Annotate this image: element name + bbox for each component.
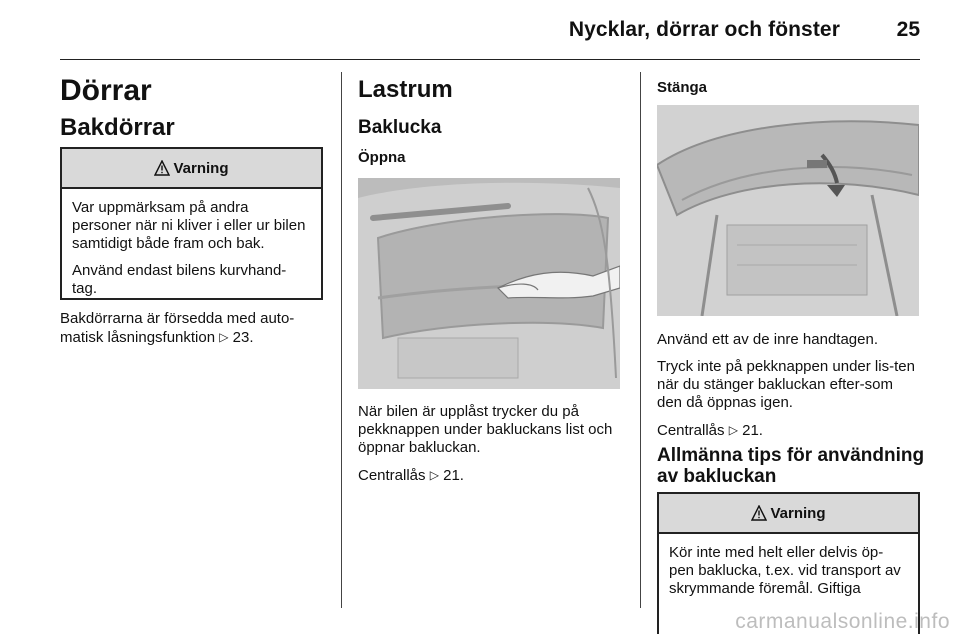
illustration-closing-tailgate — [657, 105, 919, 316]
ref-label: Centrallås — [657, 422, 725, 439]
page-number: 25 — [896, 18, 920, 41]
column-divider-right — [640, 72, 641, 608]
paragraph-oppna — [358, 403, 620, 485]
warning-box-left — [60, 147, 323, 300]
warning-body — [659, 534, 918, 598]
heading-oppna: Öppna — [358, 149, 406, 166]
page-ref-arrow-icon: ▷ — [429, 468, 439, 482]
warning-triangle-icon — [751, 505, 767, 521]
section-title-lastrum: Lastrum — [358, 76, 453, 103]
ref-page: 21. — [443, 467, 464, 484]
close-instruction-1: Använd ett av de inre handtagen. — [657, 331, 879, 348]
close-instruction-2: Tryck inte på pekknappen under lis-ten när du stänger bakluckan efter-som den då öppnas igen. — [657, 358, 915, 411]
page-ref: 23. — [232, 329, 254, 346]
section-title-dorrar: Dörrar — [60, 74, 152, 107]
warning-triangle-icon — [154, 160, 170, 176]
heading-stanga: Stänga — [657, 79, 708, 96]
open-instructions: När bilen är upplåst trycker du på pekknappen under bakluckans list och öppnar bakluckan. — [358, 403, 613, 456]
page-header-title: Nycklar, dörrar och fönster — [568, 18, 840, 41]
warning-header — [659, 494, 918, 534]
page-ref-arrow-icon: ▷ — [219, 330, 229, 344]
body-text: Bakdörrarna är försedda med auto-matisk låsningsfunktion — [60, 310, 295, 346]
illustration-opening-tailgate — [358, 178, 620, 389]
header-rule — [60, 59, 920, 60]
paragraph-bakdorrar — [60, 310, 320, 347]
page-ref-arrow-icon: ▷ — [728, 423, 738, 437]
warning-text-2: Använd endast bilens kurvhand-tag. — [72, 262, 287, 297]
subsection-title-baklucka: Baklucka — [358, 117, 442, 138]
paragraph-stanga — [657, 331, 919, 440]
warning-heading: Varning — [173, 159, 229, 177]
warning-header — [62, 149, 321, 189]
ref-label: Centrallås — [358, 467, 426, 484]
warning-body — [62, 189, 321, 298]
watermark: carmanualsonline.info — [735, 610, 950, 633]
warning-heading: Varning — [770, 504, 826, 522]
heading-allmanna-tips: Allmänna tips för användning av bakluckan — [657, 445, 925, 487]
warning-text-1: Var uppmärksam på andra personer när ni kliver i eller ur bilen samtidigt både fram och bak. — [72, 199, 306, 252]
column-divider-left — [341, 72, 342, 608]
ref-page: 21. — [742, 422, 763, 439]
subsection-title-bakdorrar: Bakdörrar — [60, 114, 175, 141]
warning-text: Kör inte med helt eller delvis öp-pen baklucka, t.ex. vid transport av skrymmande föremål. Giftiga — [669, 544, 901, 597]
